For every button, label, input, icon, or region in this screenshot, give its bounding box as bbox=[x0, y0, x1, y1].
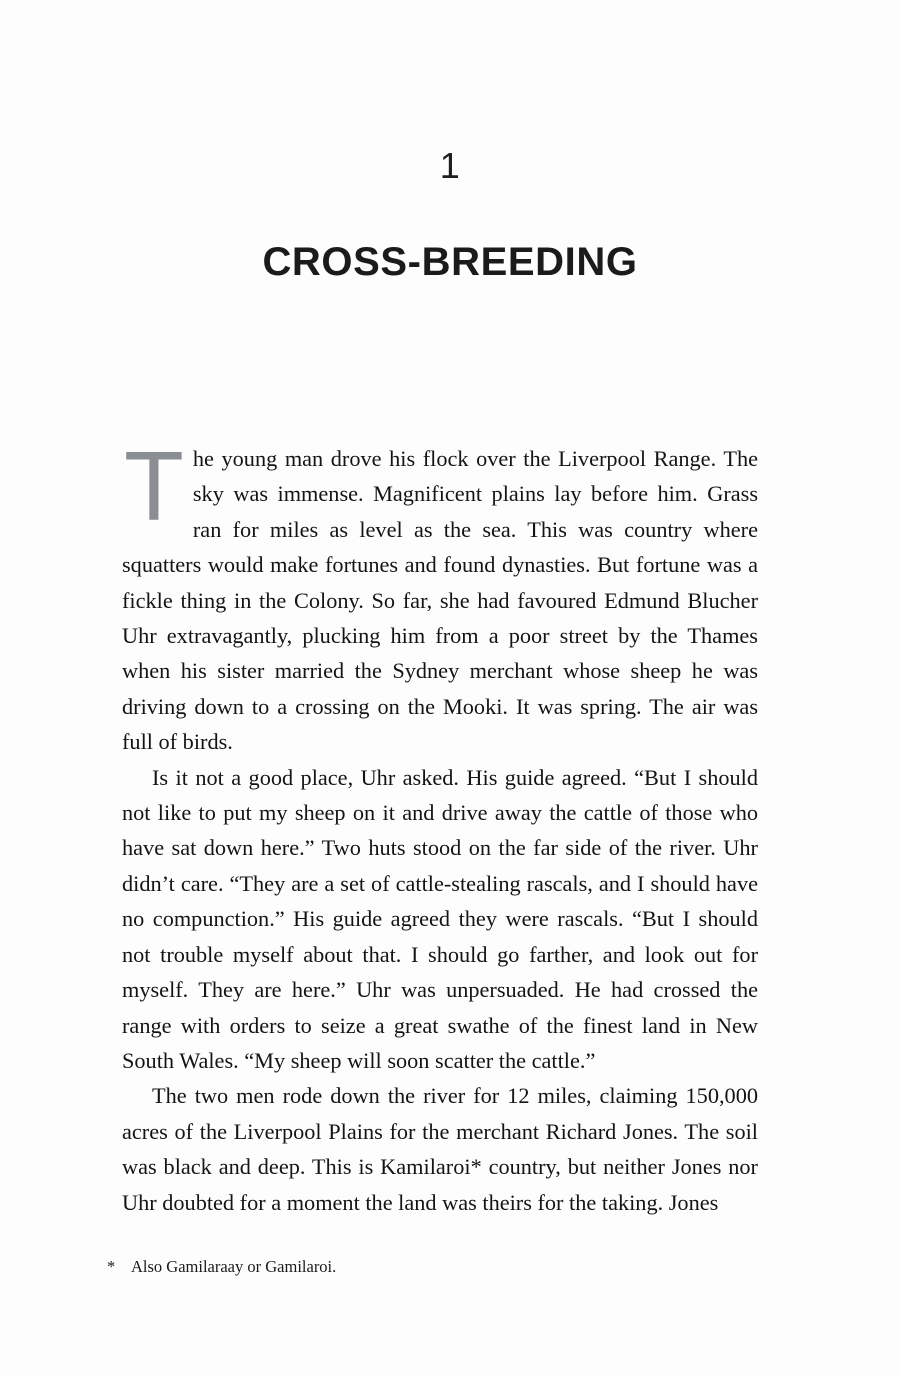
body-paragraph-1: The young man drove his flock over the Liverpool Range. The sky was immense. Magnificent plains lay before him. Grass ran for miles as level as the sea. This was country where squatters would make fortunes and found dynasties. But fortune was a fickle thing in the Colony. So far, she had favoured Edmund Blucher Uhr extravagantly, plucking him from a poor street by the Thames when his sister married the Sydney merchant whose sheep he was driving down to a crossing on the Mooki. It was spring. The air was full of birds. bbox=[122, 431, 758, 755]
footnote bbox=[107, 1255, 759, 1279]
body-text-column bbox=[122, 431, 758, 1220]
chapter-number: 1 bbox=[439, 145, 461, 186]
footnote-marker: * bbox=[107, 1257, 116, 1276]
footnote-text: Also Gamilaraay or Gamilaroi. bbox=[131, 1257, 337, 1276]
body-paragraph-3: The two men rode down the river for 12 miles, claiming 150,000 acres of the Liverpool Plains for the merchant Richard Jones. The soil was black and deep. This is Kamilaroi* country, but neither Jones nor Uhr doubted for a moment the land was theirs for the taking. Jones bbox=[122, 1083, 758, 1215]
chapter-title: CROSS-BREEDING bbox=[262, 239, 638, 284]
body-paragraph-2: Is it not a good place, Uhr asked. His guide agreed. “But I should not like to put my sheep on it and drive away the cattle of those who have sat down here.” Two huts stood on the far side of the river. Uhr didn’t care. “They are a set of cattle-stealing rascals, and I should have no compunction.” His guide agreed they were rascals. “But I should not trouble myself about that. I should go farther, and look out for myself. They are here.” Uhr was unpersuaded. He had crossed the range with orders to seize a great swathe of the finest land in New South Wales. “My sheep will soon scatter the cattle.” bbox=[122, 764, 758, 1073]
